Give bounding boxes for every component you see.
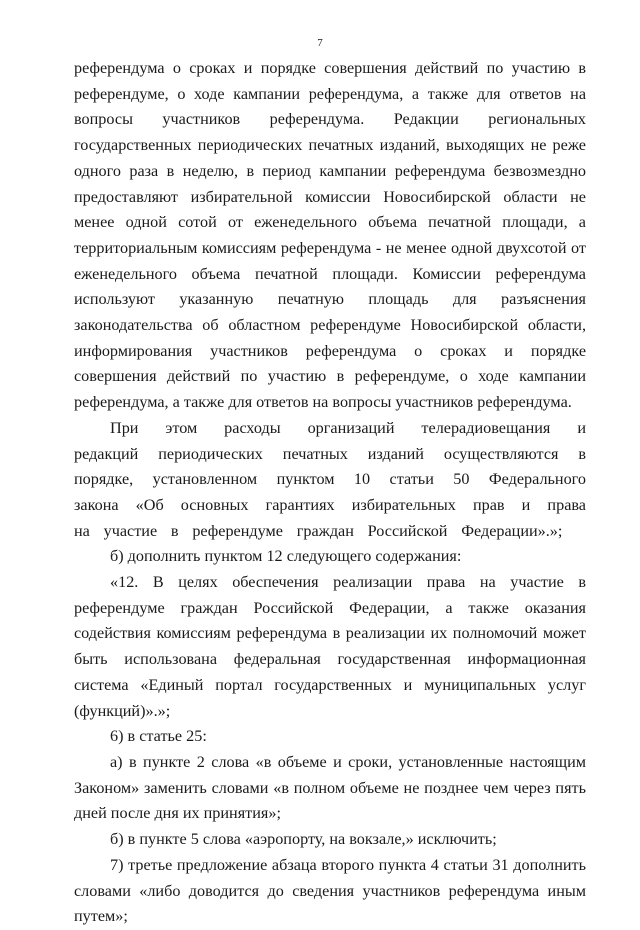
paragraph-amendment-b: б) дополнить пунктом 12 следующего содержания: xyxy=(110,547,462,566)
document-body xyxy=(74,56,586,930)
paragraph-expenses: При этом расходы организаций телерадиовещания и редакций периодических печатных изданий осуществляются в порядке, установленном пунктом 10 статьи 50 Федерального закона «Об основных гарантиях избирательных прав и права на участие в референдуме граждан Российской Федерации».»; xyxy=(74,418,586,540)
paragraph-article-25-a: а) в пункте 2 слова «в объеме и сроки, установленные настоящим Законом» заменить словами «в полном объеме не позднее чем через пять дней после дня их принятия»; xyxy=(74,752,586,823)
paragraph-continuation: референдума о сроках и порядке совершения действий по участию в референдуме, о ходе кампании референдума, а также для ответов на вопросы участников референдума. Редакции региональных государственных периодических печатных изданий, выходящих не реже одного раза в неделю, в период кампании референдума безвозмездно предоставляют избирательной комиссии Новосибирской области не менее одной сотой от еженедельного объема печатной площади, а территориальным комиссиям референдума - не менее одной двухсотой от еженедельного объема печатной площади. Комиссии референдума используют указанную печатную площадь для разъяснения законодательства об областном референдуме Новосибирской области, информирования участников референдума о сроках и порядке совершения действий по участию в референдуме, о ходе кампании референдума, а также для ответов на вопросы участников референдума. xyxy=(74,59,586,412)
paragraph-article-25-b: б) в пункте 5 слова «аэропорту, на вокзале,» исключить; xyxy=(110,830,497,849)
paragraph-article-25: 6) в статье 25: xyxy=(110,727,207,746)
paragraph-point-12: «12. В целях обеспечения реализации права на участие в референдуме граждан Российской Федерации, а также оказания содействия комиссиям референдума в реализации их полномочий может быть использована федеральная государственная информационная система «Единый портал государственных и муниципальных услуг (функций)».»; xyxy=(74,573,586,720)
page-number: 7 xyxy=(317,37,323,49)
paragraph-article-31: 7) третье предложение абзаца второго пункта 4 статьи 31 дополнить словами «либо доводится до сведения участников референдума иным путем»; xyxy=(74,855,586,926)
